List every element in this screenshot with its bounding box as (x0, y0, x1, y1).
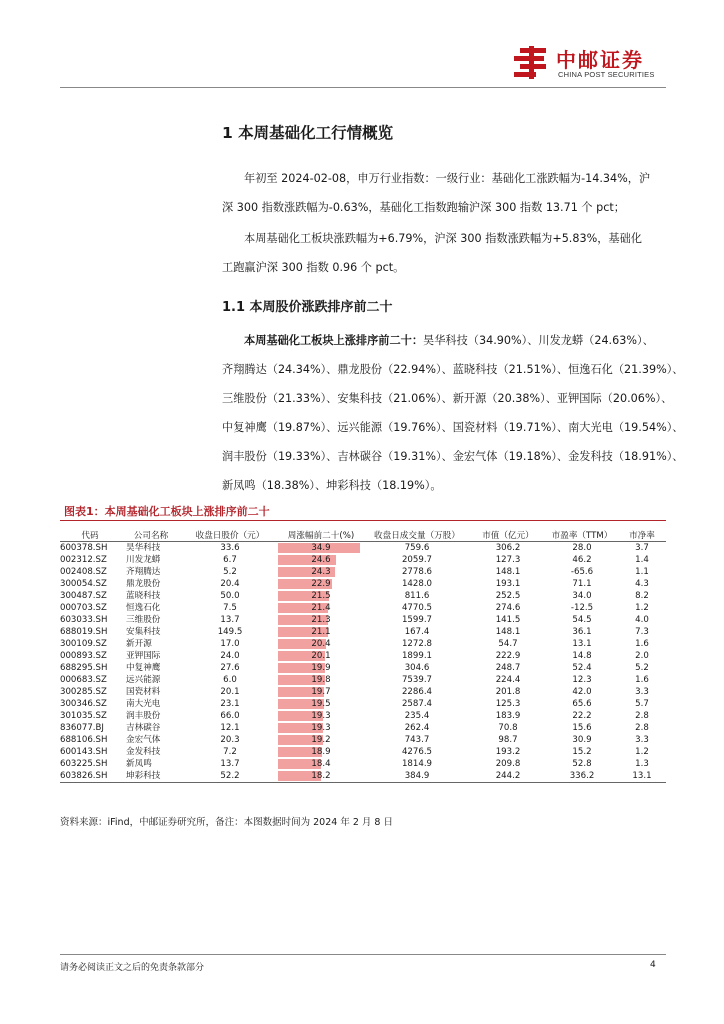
close-price: 13.7 (220, 759, 240, 769)
close-price: 20.1 (220, 687, 240, 697)
gain-value: 19.2 (311, 735, 331, 745)
company-name: 中复神鹰 (126, 663, 161, 673)
close-price: 6.0 (223, 675, 237, 685)
gain-bar-cell (278, 578, 364, 590)
gain-bar-cell (278, 710, 364, 722)
table-row (60, 770, 666, 783)
market-cap: 222.9 (495, 651, 521, 661)
column-header: 代码 (60, 528, 120, 542)
market-cap: 201.8 (495, 687, 521, 697)
stock-code: 300285.SZ (60, 687, 107, 697)
close-price: 5.2 (223, 567, 237, 577)
market-cap: 224.4 (495, 675, 521, 685)
stock-code: 603826.SH (60, 770, 120, 783)
gain-bar-cell (278, 554, 364, 566)
stock-code: 300109.SZ (60, 639, 107, 649)
close-price: 52.2 (182, 770, 278, 783)
table-row (60, 734, 666, 746)
gain-bar-cell (278, 746, 364, 758)
market-cap: 193.2 (495, 747, 521, 757)
table-row (60, 746, 666, 758)
pb: 3.3 (635, 687, 649, 697)
volume: 7539.7 (401, 675, 433, 685)
close-price: 66.0 (220, 711, 240, 721)
company-name: 昊华科技 (126, 543, 161, 553)
gain-bar-cell (278, 590, 364, 602)
table-row (60, 614, 666, 626)
pb: 13.1 (618, 770, 666, 783)
company-name: 新开源 (126, 639, 152, 649)
pb: 4.0 (635, 615, 649, 625)
paragraph-line: 润丰股份（19.33%）、吉林碳谷（19.31%）、金宏气体（19.18%）、金发科技（18.91%）、 (222, 450, 684, 463)
market-cap: 70.8 (498, 723, 518, 733)
volume: 262.4 (404, 723, 430, 733)
volume: 1899.1 (401, 651, 433, 661)
paragraph-line: 中复神鹰（19.87%）、远兴能源（19.76%）、国瓷材料（19.71%）、南大光电（19.54%）、 (222, 421, 684, 434)
close-price: 149.5 (217, 627, 243, 637)
column-header: 公司名称 (120, 528, 182, 542)
close-price: 20.3 (220, 735, 240, 745)
pe-ttm: -65.6 (570, 567, 594, 577)
close-price: 17.0 (220, 639, 240, 649)
table-row (60, 578, 666, 590)
pb: 1.6 (635, 639, 649, 649)
pe-ttm: 65.6 (572, 699, 592, 709)
volume: 167.4 (404, 627, 430, 637)
market-cap: 141.5 (495, 615, 521, 625)
volume: 1599.7 (401, 615, 433, 625)
china-post-logo-icon (512, 44, 550, 80)
gain-bar-cell (278, 674, 364, 686)
table-row (60, 674, 666, 686)
volume: 2059.7 (401, 555, 433, 565)
close-price: 7.5 (223, 603, 237, 613)
company-logo (512, 42, 672, 82)
table-row (60, 638, 666, 650)
table-row (60, 626, 666, 638)
gain-value: 20.1 (311, 651, 331, 661)
pe-ttm: 15.6 (572, 723, 592, 733)
stock-code: 300487.SZ (60, 591, 107, 601)
stock-code: 688295.SH (60, 663, 108, 673)
gain-value: 21.5 (311, 591, 331, 601)
volume: 304.6 (404, 663, 430, 673)
pb: 2.8 (635, 723, 649, 733)
pb: 4.3 (635, 579, 649, 589)
stock-code: 600378.SH (60, 543, 108, 553)
market-cap: 125.3 (495, 699, 521, 709)
gain-value: 19.8 (311, 675, 331, 685)
paragraph-line (222, 326, 666, 355)
company-name: 三维股份 (126, 615, 161, 625)
section-title: 1 本周基础化工行情概览 (222, 124, 394, 142)
column-header: 市盈率（TTM） (546, 528, 618, 542)
market-cap: 306.2 (495, 543, 521, 553)
volume: 1428.0 (401, 579, 433, 589)
stock-code: 000703.SZ (60, 603, 107, 613)
gain-bar-cell (278, 698, 364, 710)
gain-value: 34.9 (311, 543, 331, 553)
stock-code: 002312.SZ (60, 555, 107, 565)
table-row (60, 686, 666, 698)
gain-value: 22.9 (311, 579, 331, 589)
pb: 2.0 (635, 651, 649, 661)
gain-value: 19.7 (311, 687, 331, 697)
column-header: 市值（亿元） (470, 528, 546, 542)
stock-code: 600143.SH (60, 747, 108, 757)
gain-bar-cell (278, 662, 364, 674)
table-row (60, 566, 666, 578)
company-name: 川发龙蟒 (126, 555, 161, 565)
pb: 5.7 (635, 699, 649, 709)
table-row (60, 602, 666, 614)
stock-code: 000893.SZ (60, 651, 107, 661)
gain-bar-cell (278, 770, 364, 783)
pe-ttm: 46.2 (572, 555, 592, 565)
company-name: 金宏气体 (126, 735, 161, 745)
table-row (60, 662, 666, 674)
pb: 2.8 (635, 711, 649, 721)
stock-code: 300346.SZ (60, 699, 107, 709)
top-twenty-paragraph (222, 326, 684, 500)
pb: 1.2 (635, 747, 649, 757)
gain-value: 24.6 (311, 555, 331, 565)
table-row (60, 542, 666, 555)
company-name: 金发科技 (126, 747, 161, 757)
market-cap: 127.3 (495, 555, 521, 565)
close-price: 33.6 (220, 543, 240, 553)
gain-value: 19.3 (311, 723, 331, 733)
table-body (60, 542, 666, 783)
close-price: 50.0 (220, 591, 240, 601)
volume: 1272.8 (401, 639, 433, 649)
gain-value: 21.3 (311, 615, 331, 625)
company-name: 国瓷材料 (126, 687, 161, 697)
table-row (60, 554, 666, 566)
paragraph-line: 深 300 指数涨跌幅为-0.63%，基础化工指数跑输沪深 300 指数 13.71 个 pct； (222, 201, 625, 214)
pe-ttm: 14.8 (572, 651, 592, 661)
close-price: 12.1 (220, 723, 240, 733)
paragraph-line: 新凤鸣（18.38%）、坤彩科技（18.19%）。 (222, 479, 442, 492)
gain-value: 19.3 (311, 711, 331, 721)
pe-ttm: 30.9 (572, 735, 592, 745)
gain-value: 18.9 (311, 747, 331, 757)
gain-bar-cell (278, 566, 364, 578)
pe-ttm: 12.3 (572, 675, 592, 685)
gain-bar-cell (278, 626, 364, 638)
footer-disclaimer: 请务必阅读正文之后的免责条款部分 (60, 963, 205, 973)
table-row (60, 758, 666, 770)
company-name: 安集科技 (126, 627, 161, 637)
stock-code: 002408.SZ (60, 567, 107, 577)
market-cap: 209.8 (495, 759, 521, 769)
gain-value: 19.5 (311, 699, 331, 709)
paragraph-line: 三维股份（21.33%）、安集科技（21.06%）、新开源（20.38%）、亚钾国际（20.06%）、 (222, 392, 673, 405)
stock-code: 300054.SZ (60, 579, 107, 589)
column-header: 收盘日成交量（万股） (364, 528, 470, 542)
pe-ttm: 336.2 (546, 770, 618, 783)
gain-value: 21.4 (311, 603, 331, 613)
market-cap: 183.9 (495, 711, 521, 721)
volume: 743.7 (404, 735, 430, 745)
column-header: 市净率 (618, 528, 666, 542)
pe-ttm: 52.8 (572, 759, 592, 769)
page-number: 4 (650, 960, 656, 970)
lead-continuation: 昊华科技（34.90%）、川发龙蟒（24.63%）、 (423, 334, 654, 347)
gain-value: 18.2 (311, 771, 331, 781)
gain-value: 21.1 (311, 627, 331, 637)
footer-divider (60, 954, 666, 955)
market-cap: 248.7 (495, 663, 521, 673)
column-header: 收盘日股价（元） (182, 528, 278, 542)
volume: 811.6 (404, 591, 430, 601)
volume: 4770.5 (401, 603, 433, 613)
company-name: 吉林碳谷 (126, 723, 161, 733)
pe-ttm: 42.0 (572, 687, 592, 697)
pe-ttm: 52.4 (572, 663, 592, 673)
gain-bar-cell (278, 614, 364, 626)
close-price: 13.7 (220, 615, 240, 625)
stock-code: 603033.SH (60, 615, 108, 625)
pb: 1.1 (635, 567, 649, 577)
table-row (60, 698, 666, 710)
paragraph-line: 工跑赢沪深 300 指数 0.96 个 pct。 (222, 261, 405, 274)
paragraph-ytd (222, 164, 666, 222)
pb: 5.2 (635, 663, 649, 673)
volume: 235.4 (404, 711, 430, 721)
gain-value: 19.9 (311, 663, 331, 673)
volume: 759.6 (404, 543, 430, 553)
gain-bar-cell (278, 638, 364, 650)
close-price: 20.4 (220, 579, 240, 589)
market-cap: 244.2 (470, 770, 546, 783)
close-price: 6.7 (223, 555, 237, 565)
gain-value: 18.4 (311, 759, 331, 769)
logo-chinese-name: 中邮证券 (556, 48, 644, 72)
stock-code: 836077.BJ (60, 723, 104, 733)
close-price: 27.6 (220, 663, 240, 673)
table-row (60, 590, 666, 602)
pe-ttm: 34.0 (572, 591, 592, 601)
gain-bar-cell (278, 686, 364, 698)
lead-text: 本周基础化工板块上涨排序前二十： (244, 334, 424, 347)
volume: 2778.6 (401, 567, 433, 577)
paragraph-line: 年初至 2024-02-08，申万行业指数：一级行业：基础化工涨跌幅为-14.34%，沪 (244, 172, 651, 185)
market-cap: 193.1 (495, 579, 521, 589)
volume: 2286.4 (401, 687, 433, 697)
stock-code: 688106.SH (60, 735, 108, 745)
volume: 1814.9 (401, 759, 433, 769)
pb: 7.3 (635, 627, 649, 637)
gain-bar-cell (278, 542, 364, 555)
stock-code: 301035.SZ (60, 711, 107, 721)
market-cap: 98.7 (498, 735, 518, 745)
gain-value: 24.3 (311, 567, 331, 577)
pe-ttm: 71.1 (572, 579, 592, 589)
pe-ttm: 36.1 (572, 627, 592, 637)
gain-bar-cell (278, 602, 364, 614)
pb: 1.2 (635, 603, 649, 613)
pb: 1.4 (635, 555, 649, 565)
gain-value: 20.4 (311, 639, 331, 649)
stock-code: 000683.SZ (60, 675, 107, 685)
company-name: 南大光电 (126, 699, 161, 709)
pe-ttm: 54.5 (572, 615, 592, 625)
top-gainers-table (60, 528, 666, 783)
gain-bar-cell (278, 650, 364, 662)
pb: 3.7 (635, 543, 649, 553)
pb: 3.3 (635, 735, 649, 745)
company-name: 鼎龙股份 (126, 579, 161, 589)
market-cap: 252.5 (495, 591, 521, 601)
company-name: 亚钾国际 (126, 651, 161, 661)
company-name: 恒逸石化 (126, 603, 161, 613)
close-price: 7.2 (223, 747, 237, 757)
table-row (60, 650, 666, 662)
company-name: 新凤鸣 (126, 759, 152, 769)
logo-english-name: CHINA POST SECURITIES (558, 70, 655, 79)
table-row (60, 722, 666, 734)
market-cap: 148.1 (495, 627, 521, 637)
figure-title: 图表1：本周基础化工板块上涨排序前二十 (64, 505, 270, 518)
stock-code: 603225.SH (60, 759, 108, 769)
paragraph-week (222, 224, 666, 282)
gain-bar-cell (278, 722, 364, 734)
company-name: 润丰股份 (126, 711, 161, 721)
gain-bar-cell (278, 758, 364, 770)
close-price: 24.0 (220, 651, 240, 661)
subsection-title: 1.1 本周股价涨跌排序前二十 (222, 300, 393, 315)
table-row (60, 710, 666, 722)
company-name: 远兴能源 (126, 675, 161, 685)
figure-title-bar (60, 502, 666, 521)
volume: 4276.5 (401, 747, 433, 757)
close-price: 23.1 (220, 699, 240, 709)
market-cap: 54.7 (498, 639, 518, 649)
company-name: 齐翔腾达 (126, 567, 161, 577)
pe-ttm: 22.2 (572, 711, 592, 721)
pe-ttm: 28.0 (572, 543, 592, 553)
pe-ttm: 13.1 (572, 639, 592, 649)
paragraph-line: 本周基础化工板块涨跌幅为+6.79%，沪深 300 指数涨跌幅为+5.83%，基础化 (244, 232, 642, 245)
paragraph-line: 齐翔腾达（24.34%）、鼎龙股份（22.94%）、蓝晓科技（21.51%）、恒逸石化（21.39%）、 (222, 363, 684, 376)
table-header-row (60, 528, 666, 542)
volume: 384.9 (364, 770, 470, 783)
pe-ttm: 15.2 (572, 747, 592, 757)
pb: 1.6 (635, 675, 649, 685)
column-header: 周涨幅前二十(%) (278, 528, 364, 542)
pb: 8.2 (635, 591, 649, 601)
market-cap: 274.6 (495, 603, 521, 613)
volume: 2587.4 (401, 699, 433, 709)
company-name: 蓝晓科技 (126, 591, 161, 601)
figure-source: 资料来源：iFind，中邮证券研究所，备注：本图数据时间为 2024 年 2 月 8 日 (60, 817, 393, 828)
market-cap: 148.1 (495, 567, 521, 577)
stock-code: 688019.SH (60, 627, 108, 637)
company-name: 坤彩科技 (120, 770, 182, 783)
header-divider (60, 87, 666, 88)
pe-ttm: -12.5 (570, 603, 594, 613)
pb: 1.3 (635, 759, 649, 769)
gain-bar-cell (278, 734, 364, 746)
